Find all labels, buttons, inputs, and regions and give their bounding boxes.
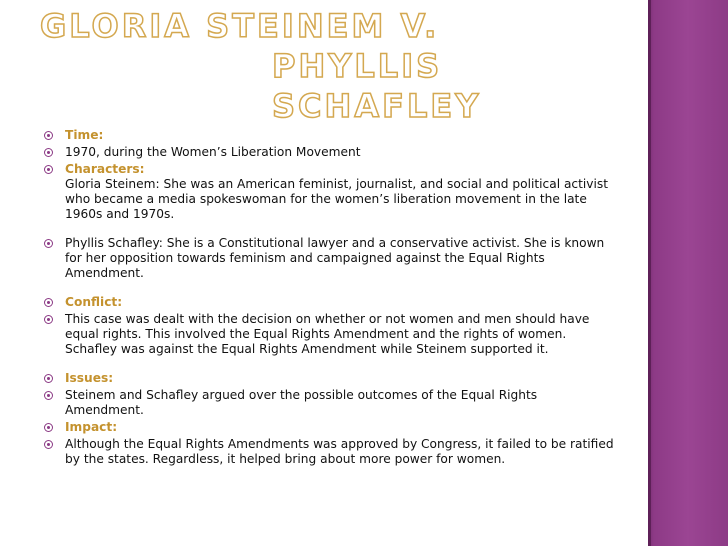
- circle-bullet-icon: [44, 239, 53, 248]
- list-item-issues-heading: [44, 371, 614, 386]
- heading-characters: Characters:: [65, 162, 145, 176]
- circle-bullet-icon: [44, 423, 53, 432]
- circle-bullet-icon: [44, 374, 53, 383]
- circle-bullet-icon: [44, 148, 53, 157]
- list-item-conflict: [44, 312, 614, 357]
- list-item-time-heading: [44, 128, 614, 143]
- circle-bullet-icon: [44, 391, 53, 400]
- list-item-conflict-heading: [44, 295, 614, 310]
- issues-text: Steinem and Schafley argued over the possible outcomes of the Equal Rights Amendment.: [65, 388, 538, 417]
- heading-conflict: Conflict:: [65, 295, 123, 309]
- time-text: 1970, during the Women’s Liberation Movement: [65, 145, 361, 159]
- list-item-characters: [44, 162, 614, 222]
- decorative-side-bar: [648, 0, 728, 546]
- circle-bullet-icon: [44, 131, 53, 140]
- impact-text: Although the Equal Rights Amendments was approved by Congress, it failed to be ratified by the states. Regardless, it helped bring about more power for women.: [65, 437, 614, 466]
- heading-time: Time:: [65, 128, 104, 142]
- characters-text: Gloria Steinem: She was an American feminist, journalist, and social and political activist who became a media spokeswoman for the women’s liberation movement in the late 1960s and 1970s.: [65, 177, 609, 221]
- list-item-issues: [44, 388, 614, 418]
- conflict-text: This case was dealt with the decision on whether or not women and men should have equal rights. This involved the Equal Rights Amendment and the rights of women. Schafley was against the Equal Rights Amendment while Steinem supported it.: [65, 312, 590, 356]
- title-line-2: PHYLLIS SCHAFLEY: [272, 47, 482, 125]
- heading-impact: Impact:: [65, 420, 118, 434]
- circle-bullet-icon: [44, 315, 53, 324]
- slide-title: [40, 6, 640, 126]
- list-item-schafley: [44, 236, 614, 281]
- list-item-impact-heading: [44, 420, 614, 435]
- circle-bullet-icon: [44, 440, 53, 449]
- list-item-time: [44, 145, 614, 160]
- list-item-impact: [44, 437, 614, 467]
- bullet-list: [44, 128, 614, 467]
- title-line-1: GLORIA STEINEM V.: [40, 7, 440, 45]
- circle-bullet-icon: [44, 298, 53, 307]
- heading-issues: Issues:: [65, 371, 114, 385]
- circle-bullet-icon: [44, 165, 53, 174]
- schafley-text: Phyllis Schafley: She is a Constitutional lawyer and a conservative activist. She is known for her opposition towards feminism and campaigned against the Equal Rights Amendment.: [65, 236, 605, 280]
